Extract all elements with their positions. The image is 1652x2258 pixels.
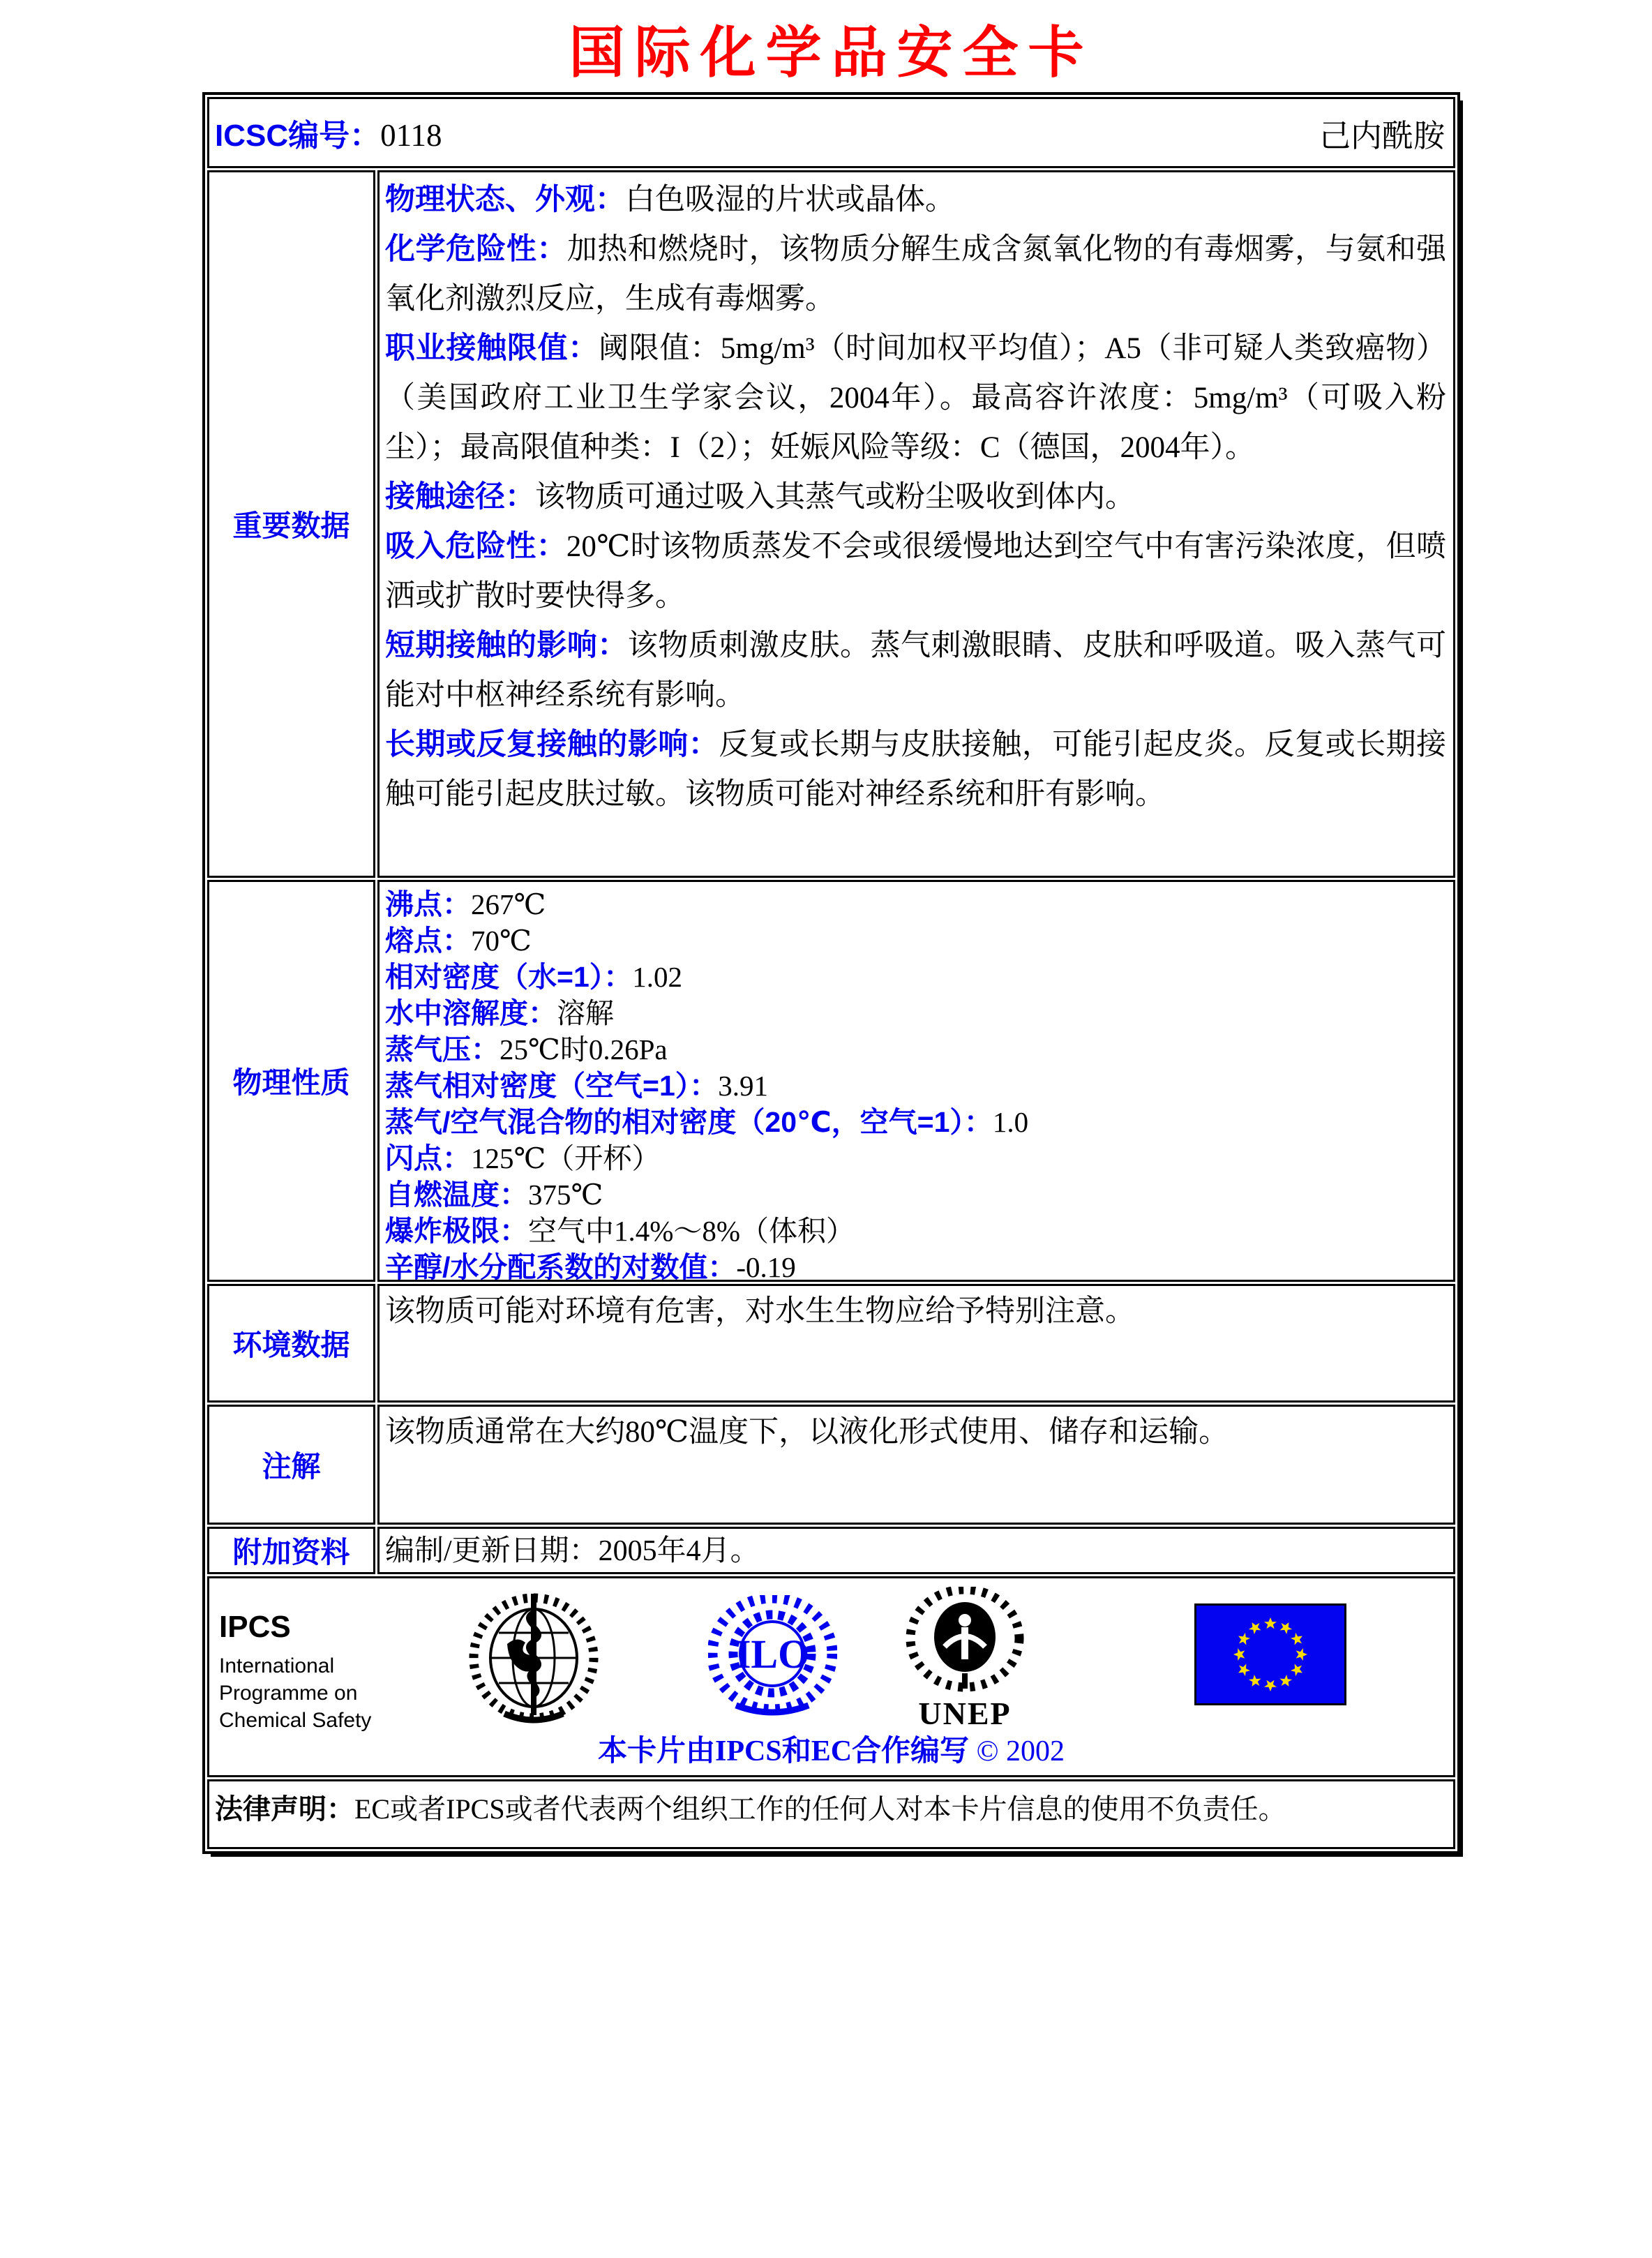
additional-info-content: 编制/更新日期：2005年4月。 bbox=[377, 1527, 1455, 1574]
physical-item: 熔点：70℃ bbox=[385, 925, 532, 957]
physical-item: 爆炸极限：空气中1.4%～8%（体积） bbox=[385, 1215, 855, 1247]
unep-label: UNEP bbox=[918, 1696, 1012, 1731]
footer-caption-text: 本卡片由IPCS和EC合作编写 bbox=[598, 1735, 970, 1767]
logos-row bbox=[207, 1576, 1455, 1777]
legal-text: EC或者IPCS或者代表两个组织工作的任何人对本卡片信息的使用不负责任。 bbox=[354, 1793, 1286, 1825]
header-cell bbox=[207, 97, 1455, 168]
physical-item: 蒸气相对密度（空气=1）：3.91 bbox=[385, 1070, 768, 1102]
important-item: 长期或反复接触的影响：反复或长期与皮肤接触，可能引起皮炎。反复或长期接触可能引起皮肤过敏。该物质可能对神经系统和肝有影响。 bbox=[385, 728, 1447, 811]
physical-properties-row bbox=[207, 880, 1455, 1282]
icsc-page bbox=[0, 22, 1652, 2258]
important-item: 短期接触的影响：该物质刺激皮肤。蒸气刺激眼睛、皮肤和呼吸道。吸入蒸气可能对中枢神经系统有影响。 bbox=[385, 629, 1447, 712]
footer-caption-year-value: © 2002 bbox=[976, 1735, 1065, 1767]
unep-logo-block bbox=[899, 1587, 1031, 1730]
unep-logo-icon bbox=[906, 1587, 1024, 1697]
important-item: 吸入危险性：20℃时该物质蒸发不会或很缓慢地达到空气中有害污染浓度，但喷洒或扩散时要快得多。 bbox=[385, 530, 1446, 613]
ipcs-title: IPCS bbox=[219, 1610, 291, 1644]
ipcs-line: Chemical Safety bbox=[219, 1709, 372, 1732]
who-logo-icon bbox=[464, 1588, 603, 1725]
physical-item: 闪点：125℃（开杯） bbox=[385, 1142, 661, 1174]
environmental-data-content: 该物质可能对环境有危害，对水生生物应给予特别注意。 bbox=[377, 1284, 1455, 1403]
page-title: 国际化学品安全卡 bbox=[569, 22, 1094, 84]
eu-flag-icon bbox=[1194, 1603, 1346, 1705]
ilo-logo-icon bbox=[708, 1595, 837, 1717]
physical-item: 沸点：267℃ bbox=[385, 888, 546, 920]
physical-item: 蒸气/空气混合物的相对密度（20℃，空气=1）：1.0 bbox=[385, 1106, 1029, 1138]
icsc-number-group bbox=[215, 110, 442, 155]
important-item: 职业接触限值：阈限值：5mg/m³（时间加权平均值）；A5（非可疑人类致癌物）（美国政府工业卫生学家会议，2004年）。最高容许浓度：5mg/m³（可吸入粉尘）；最高限值种类：I（2）；妊娠风险等级：C（德国，2004年）。 bbox=[385, 331, 1446, 464]
physical-item: 自燃温度：375℃ bbox=[385, 1179, 603, 1211]
ipcs-line: Programme on bbox=[219, 1682, 358, 1705]
ipcs-line: International bbox=[219, 1654, 335, 1677]
footer-caption bbox=[209, 1728, 1453, 1770]
physical-properties-content bbox=[377, 880, 1455, 1282]
legal-row bbox=[207, 1779, 1455, 1849]
important-data-row-label: 重要数据 bbox=[207, 170, 375, 878]
physical-item: 相对密度（水=1）：1.02 bbox=[385, 961, 682, 993]
important-item: 化学危险性：加热和燃烧时，该物质分解生成含氮氧化物的有毒烟雾，与氨和强氧化剂激烈反应，生成有毒烟雾。 bbox=[385, 232, 1447, 315]
ipcs-text-block bbox=[219, 1609, 371, 1734]
legal-cell bbox=[207, 1779, 1455, 1849]
icsc-card-table bbox=[202, 92, 1460, 1854]
important-data-content bbox=[377, 170, 1455, 878]
chemical-name: 己内酰胺 bbox=[1319, 118, 1445, 154]
physical-item: 蒸气压：25℃时0.26Pa bbox=[385, 1033, 668, 1066]
environmental-data-row-label: 环境数据 bbox=[207, 1284, 375, 1403]
notes-row bbox=[207, 1405, 1455, 1525]
header-row bbox=[207, 97, 1455, 168]
additional-info-row bbox=[207, 1527, 1455, 1574]
notes-row-label: 注解 bbox=[207, 1405, 375, 1525]
important-item: 物理状态、外观：白色吸湿的片状或晶体。 bbox=[385, 183, 955, 216]
legal-label: 法律声明： bbox=[215, 1794, 354, 1825]
environmental-data-row bbox=[207, 1284, 1455, 1403]
notes-content: 该物质通常在大约80℃温度下，以液化形式使用、储存和运输。 bbox=[377, 1405, 1455, 1525]
physical-properties-row-label: 物理性质 bbox=[207, 880, 375, 1282]
logos-cell bbox=[207, 1576, 1455, 1777]
icsc-number-value: 0118 bbox=[380, 118, 442, 153]
additional-info-row-label: 附加资料 bbox=[207, 1527, 375, 1574]
important-item: 接触途径：该物质可通过吸入其蒸气或粉尘吸收到体内。 bbox=[385, 480, 1135, 514]
important-data-row bbox=[207, 170, 1455, 878]
physical-item: 水中溶解度：溶解 bbox=[385, 997, 614, 1029]
physical-item: 辛醇/水分配系数的对数值：-0.19 bbox=[385, 1251, 796, 1282]
svg-text:ILO: ILO bbox=[735, 1631, 810, 1677]
icsc-number-label: ICSC编号： bbox=[215, 119, 381, 153]
